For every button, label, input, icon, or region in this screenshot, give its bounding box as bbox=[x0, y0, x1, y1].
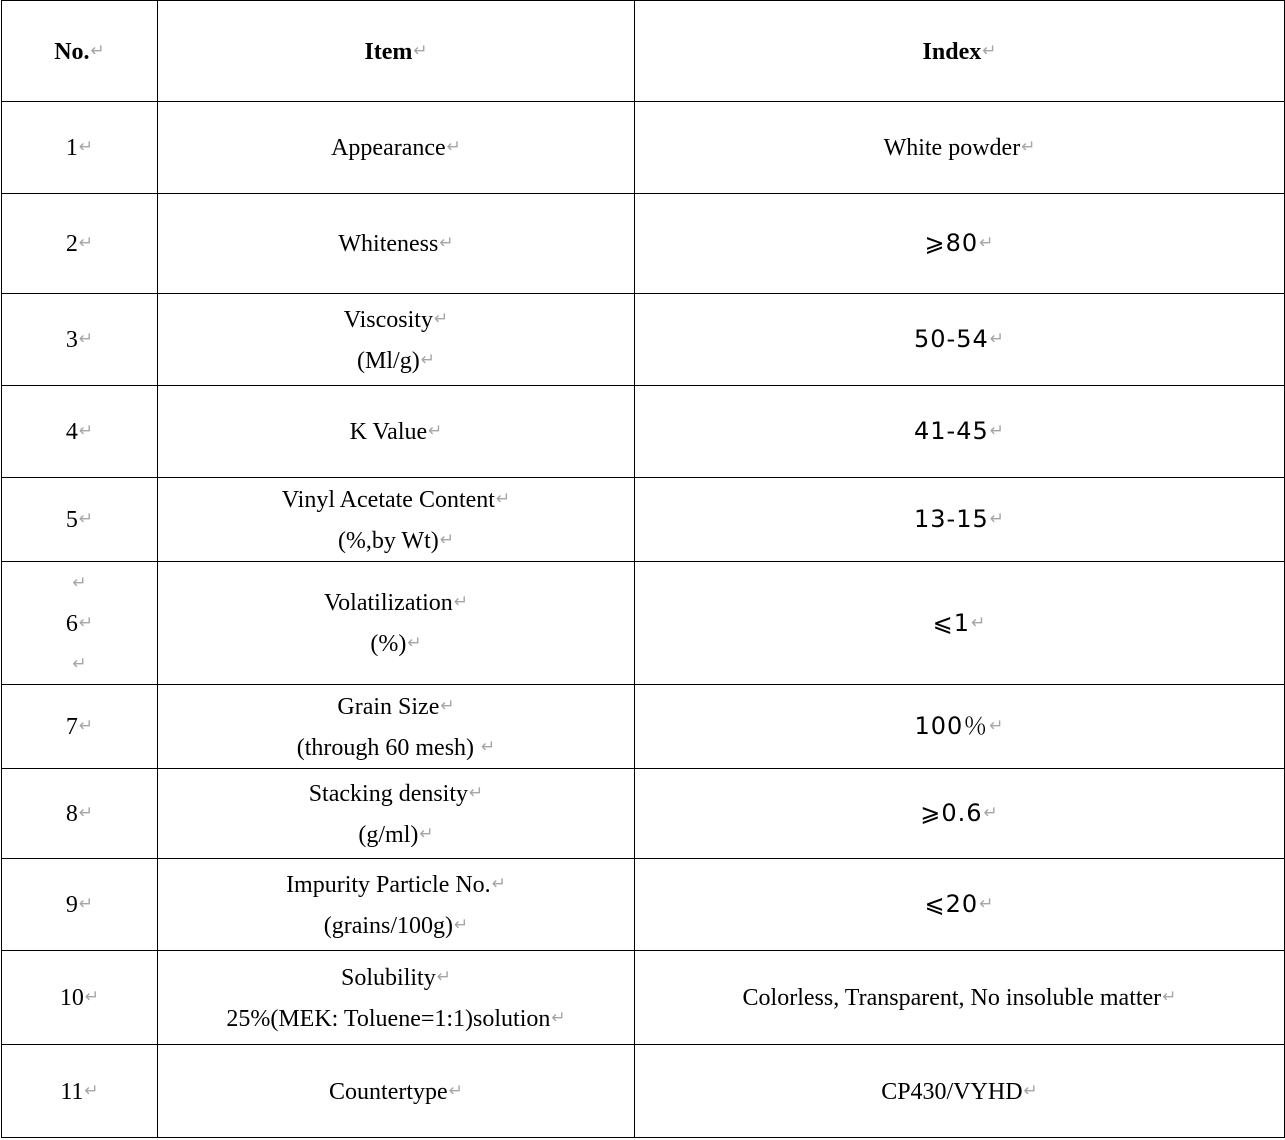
header-item-label: Item ↵ bbox=[364, 39, 427, 65]
paragraph-mark-icon: ↵ bbox=[72, 653, 87, 674]
cell-item bbox=[158, 478, 635, 562]
cell-item bbox=[158, 294, 635, 386]
cell-item bbox=[158, 769, 635, 859]
index-value: 50-54 ↵ bbox=[914, 325, 1005, 353]
cell-no bbox=[2, 102, 158, 194]
specification-table bbox=[1, 0, 1285, 1138]
cell-index bbox=[635, 1045, 1285, 1138]
index-value: ⩽20 ↵ bbox=[925, 890, 995, 918]
cell-no bbox=[2, 685, 158, 769]
item-name: Stacking density ↵ bbox=[309, 781, 484, 807]
item-name: Vinyl Acetate Content ↵ bbox=[282, 487, 510, 513]
item-unit: (%) ↵ bbox=[370, 631, 421, 657]
header-item bbox=[158, 1, 635, 102]
row-number: 3 ↵ bbox=[66, 327, 93, 353]
index-value: 100％ ↵ bbox=[914, 712, 1004, 740]
header-index-label: Index ↵ bbox=[923, 39, 997, 65]
table-row bbox=[2, 769, 1285, 859]
item-name: Grain Size ↵ bbox=[337, 694, 454, 720]
cell-item bbox=[158, 102, 635, 194]
cell-index bbox=[635, 194, 1285, 294]
table-row bbox=[2, 951, 1285, 1045]
table-row bbox=[2, 194, 1285, 294]
cell-index bbox=[635, 294, 1285, 386]
cell-index bbox=[635, 769, 1285, 859]
paragraph-mark-icon: ↵ bbox=[72, 572, 87, 593]
item-name: Impurity Particle No. ↵ bbox=[286, 872, 506, 898]
cell-index bbox=[635, 859, 1285, 951]
index-value: 41-45 ↵ bbox=[914, 417, 1005, 445]
table-row bbox=[2, 386, 1285, 478]
cell-item bbox=[158, 685, 635, 769]
cell-no bbox=[2, 386, 158, 478]
index-value: ⩾0.6 ↵ bbox=[920, 799, 999, 827]
index-value: 13-15 ↵ bbox=[914, 505, 1005, 533]
cell-no bbox=[2, 294, 158, 386]
cell-item bbox=[158, 562, 635, 685]
cell-no bbox=[2, 859, 158, 951]
cell-item bbox=[158, 859, 635, 951]
item-name: Volatilization ↵ bbox=[324, 590, 468, 616]
item-name: Countertype ↵ bbox=[329, 1079, 463, 1105]
row-number: 5 ↵ bbox=[66, 507, 93, 533]
table-row bbox=[2, 859, 1285, 951]
item-unit: (grains/100g) ↵ bbox=[324, 913, 469, 939]
cell-index bbox=[635, 478, 1285, 562]
row-number: 4 ↵ bbox=[66, 419, 93, 445]
index-value: ⩾80 ↵ bbox=[925, 229, 995, 257]
row-number: 6 ↵ bbox=[66, 611, 93, 637]
row-number: 1 ↵ bbox=[66, 135, 93, 161]
cell-item bbox=[158, 1045, 635, 1138]
cell-index bbox=[635, 951, 1285, 1045]
cell-item bbox=[158, 386, 635, 478]
item-unit: (g/ml) ↵ bbox=[358, 822, 433, 848]
header-no bbox=[2, 1, 158, 102]
row-number: 2 ↵ bbox=[66, 231, 93, 257]
index-value: Colorless, Transparent, No insoluble matter ↵ bbox=[743, 985, 1177, 1011]
item-name: Solubility ↵ bbox=[341, 965, 451, 991]
table-row bbox=[2, 562, 1285, 685]
header-no-label: No. ↵ bbox=[54, 39, 105, 65]
cell-no bbox=[2, 1045, 158, 1138]
cell-no bbox=[2, 194, 158, 294]
item-unit: (Ml/g) ↵ bbox=[357, 348, 435, 374]
row-number: 11 ↵ bbox=[60, 1079, 98, 1105]
cell-no bbox=[2, 951, 158, 1045]
row-number: 7 ↵ bbox=[66, 714, 93, 740]
cell-index bbox=[635, 685, 1285, 769]
header-index bbox=[635, 1, 1285, 102]
cell-index bbox=[635, 386, 1285, 478]
table-row bbox=[2, 1045, 1285, 1138]
table-row bbox=[2, 294, 1285, 386]
header-row bbox=[2, 1, 1285, 102]
row-number: 9 ↵ bbox=[66, 892, 93, 918]
item-name: Whiteness ↵ bbox=[338, 231, 453, 257]
cell-index bbox=[635, 562, 1285, 685]
table-row bbox=[2, 478, 1285, 562]
item-unit: 25%(MEK: Toluene=1:1)solution ↵ bbox=[226, 1006, 565, 1032]
cell-item bbox=[158, 951, 635, 1045]
cell-no bbox=[2, 478, 158, 562]
index-value: White powder ↵ bbox=[884, 135, 1036, 161]
item-name: Viscosity ↵ bbox=[344, 307, 448, 333]
item-unit: (through 60 mesh) ↵ bbox=[297, 735, 496, 761]
item-name: Appearance ↵ bbox=[331, 135, 461, 161]
table-row bbox=[2, 685, 1285, 769]
cell-no bbox=[2, 562, 158, 685]
cell-no bbox=[2, 769, 158, 859]
item-name: K Value ↵ bbox=[350, 419, 443, 445]
index-value: ⩽1 ↵ bbox=[933, 609, 987, 637]
cell-index bbox=[635, 102, 1285, 194]
row-number: 10 ↵ bbox=[60, 985, 99, 1011]
item-unit: (%,by Wt) ↵ bbox=[338, 528, 454, 554]
cell-item bbox=[158, 194, 635, 294]
index-value: CP430/VYHD ↵ bbox=[881, 1079, 1038, 1105]
row-number: 8 ↵ bbox=[66, 801, 93, 827]
table-row bbox=[2, 102, 1285, 194]
